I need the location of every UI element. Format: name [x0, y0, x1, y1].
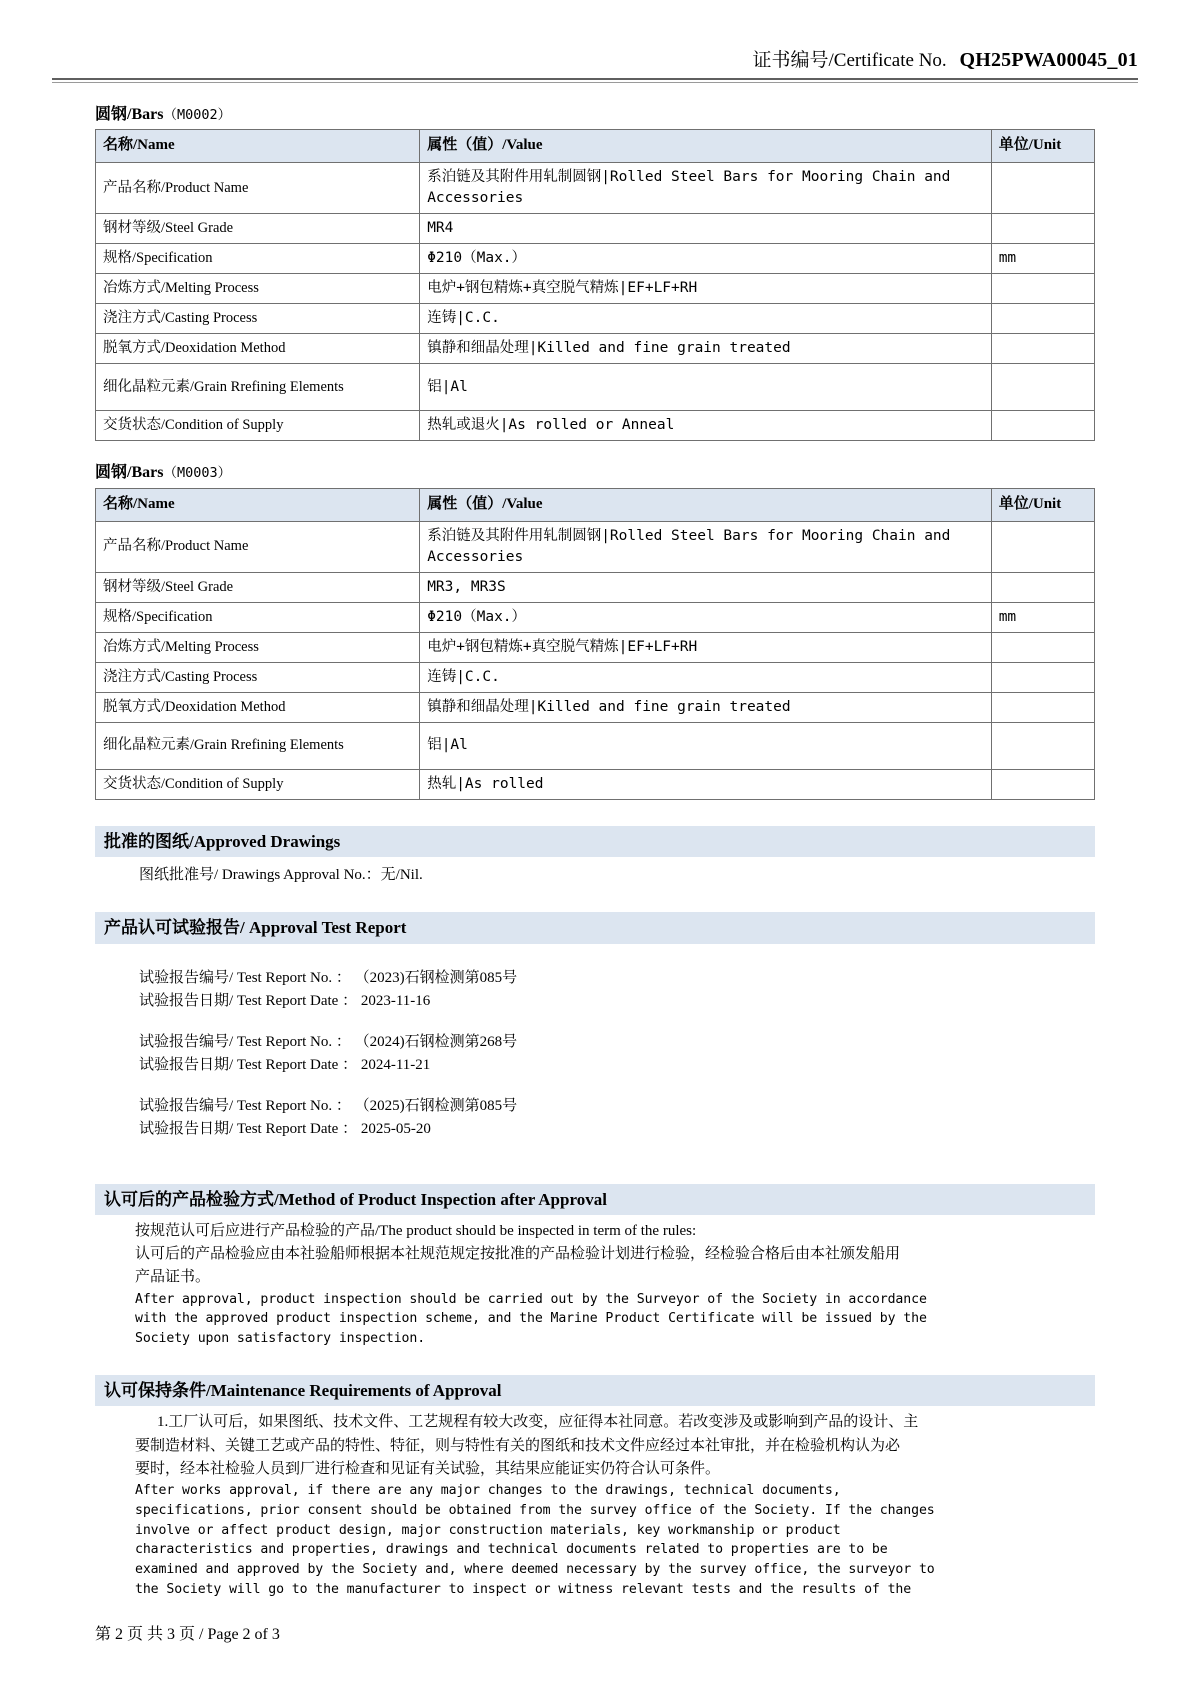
cell-name: 钢材等级/Steel Grade [96, 214, 420, 244]
cell-value: Φ210（Max.） [420, 602, 991, 632]
table-row [96, 411, 1095, 441]
cell-value: 电炉+钢包精炼+真空脱气精炼|EF+LF+RH [420, 274, 991, 304]
cell-name: 产品名称/Product Name [96, 521, 420, 572]
table-caption-title: 圆钢/Bars [95, 464, 164, 482]
table-row [96, 274, 1095, 304]
certificate-number-value: QH25PWA00045_01 [959, 49, 1138, 71]
cell-unit [991, 163, 1094, 214]
maintenance-en-line: After works approval, if there are any major changes to the drawings, technical documents, [135, 1483, 841, 1499]
test-report-date-line [139, 990, 1095, 1013]
cell-value: MR4 [420, 214, 991, 244]
test-report-no-value: （2023)石钢检测第085号 [354, 969, 518, 986]
inspection-en-line: with the approved product inspection scheme, and the Marine Product Certificate will be issued by the [135, 1311, 927, 1327]
inspection-en-line: Society upon satisfactory inspection. [135, 1331, 426, 1347]
cell-value: 镇静和细晶处理|Killed and fine grain treated [420, 334, 991, 364]
cell-name: 产品名称/Product Name [96, 163, 420, 214]
cell-unit [991, 214, 1094, 244]
column-header-value: 属性（值）/Value [420, 488, 991, 521]
cell-unit [991, 304, 1094, 334]
cell-value: 连铸|C.C. [420, 662, 991, 692]
cell-name: 细化晶粒元素/Grain Rrefining Elements [96, 364, 420, 411]
page-header [0, 0, 1190, 73]
table-caption-code: （M0003） [163, 465, 232, 482]
test-report-date-label: 试验报告日期/ Test Report Date ： [139, 1057, 358, 1074]
table-row [96, 364, 1095, 411]
page-content [0, 105, 1190, 1600]
table-row [96, 304, 1095, 334]
test-report-no-label: 试验报告编号/ Test Report No. ： [139, 969, 351, 986]
spacer [139, 1014, 1095, 1030]
inspection-en-line: After approval, product inspection should be carried out by the Surveyor of the Society in accordance [135, 1291, 927, 1307]
test-report-date-value: 2025-05-20 [360, 1121, 431, 1138]
test-report-date-value: 2024-11-21 [360, 1057, 431, 1074]
test-report-no-line [139, 1031, 1095, 1054]
inspection-cn-line: 产品证书。 [135, 1269, 211, 1286]
cell-name: 交货状态/Condition of Supply [96, 769, 420, 799]
cell-name: 冶炼方式/Melting Process [96, 632, 420, 662]
cell-name: 脱氧方式/Deoxidation Method [96, 692, 420, 722]
cell-name: 脱氧方式/Deoxidation Method [96, 334, 420, 364]
section-title-approved-drawings: 批准的图纸/Approved Drawings [95, 826, 1095, 857]
test-report-no-value: （2025)石钢检测第085号 [354, 1097, 518, 1114]
table-caption-code: （M0002） [163, 107, 232, 123]
spec-table-m0003 [95, 488, 1095, 800]
table-row [96, 602, 1095, 632]
cell-name: 交货状态/Condition of Supply [96, 411, 420, 441]
drawings-approval-no: 图纸批准号/ Drawings Approval No.：无/Nil. [139, 866, 423, 883]
spacer [139, 950, 1095, 966]
column-header-name: 名称/Name [96, 488, 420, 521]
certificate-label: 证书编号/Certificate No. [752, 50, 947, 71]
cell-value: 铝|Al [420, 364, 991, 411]
cell-value: 镇静和细晶处理|Killed and fine grain treated [420, 692, 991, 722]
cell-unit [991, 411, 1094, 441]
cell-unit [991, 364, 1094, 411]
maintenance-en-line: involve or affect product design, major construction materials, key workmanship or product [135, 1522, 841, 1538]
cell-name: 规格/Specification [96, 602, 420, 632]
cell-name: 钢材等级/Steel Grade [96, 572, 420, 602]
table-header-row [96, 130, 1095, 163]
table-row [96, 662, 1095, 692]
cell-value: 电炉+钢包精炼+真空脱气精炼|EF+LF+RH [420, 632, 991, 662]
cell-value: MR3, MR3S [420, 572, 991, 602]
table-row [96, 769, 1095, 799]
cell-unit: mm [991, 244, 1094, 274]
table-row [96, 692, 1095, 722]
test-report-no-label: 试验报告编号/ Test Report No. ： [139, 1097, 351, 1114]
maintenance-cn-line: 要制造材料、关键工艺或产品的特性、特征，则与特性有关的图纸和技术文件应经过本社审批，并在检验机构认为必 [135, 1437, 901, 1454]
cell-name: 细化晶粒元素/Grain Rrefining Elements [96, 722, 420, 769]
table-row [96, 244, 1095, 274]
test-report-entry [139, 1095, 1095, 1141]
column-header-unit: 单位/Unit [991, 488, 1094, 521]
cell-unit [991, 722, 1094, 769]
section-title-maintenance: 认可保持条件/Maintenance Requirements of Approval [95, 1375, 1095, 1406]
table-row [96, 632, 1095, 662]
maintenance-body [95, 1406, 1095, 1600]
spacer [139, 1078, 1095, 1094]
test-report-date-label: 试验报告日期/ Test Report Date ： [139, 1121, 358, 1138]
cell-unit [991, 334, 1094, 364]
cell-name: 冶炼方式/Melting Process [96, 274, 420, 304]
table-caption-m0003 [95, 463, 1095, 482]
cell-name: 浇注方式/Casting Process [96, 662, 420, 692]
cell-unit [991, 274, 1094, 304]
test-report-no-value: （2024)石钢检测第268号 [354, 1033, 518, 1050]
maintenance-cn-line: 要时，经本社检验人员到厂进行检查和见证有关试验，其结果应能证实仍符合认可条件。 [135, 1460, 721, 1477]
cell-value: 连铸|C.C. [420, 304, 991, 334]
column-header-unit: 单位/Unit [991, 130, 1094, 163]
cell-unit [991, 692, 1094, 722]
table-row [96, 722, 1095, 769]
maintenance-en-line: specifications, prior consent should be obtained from the survey office of the Society. If the changes [135, 1502, 935, 1518]
cell-value: Φ210（Max.） [420, 244, 991, 274]
test-report-no-line [139, 967, 1095, 990]
test-report-date-line [139, 1054, 1095, 1077]
spec-table-m0002 [95, 129, 1095, 441]
table-row [96, 163, 1095, 214]
cell-unit [991, 662, 1094, 692]
section-title-inspection-method: 认可后的产品检验方式/Method of Product Inspection after Approval [95, 1184, 1095, 1215]
column-header-value: 属性（值）/Value [420, 130, 991, 163]
cell-unit: mm [991, 602, 1094, 632]
cell-unit [991, 521, 1094, 572]
header-divider [52, 78, 1138, 83]
test-report-no-line [139, 1095, 1095, 1118]
maintenance-en-line: examined and approved by the Society and, where deemed necessary by the survey office, the surveyor to [135, 1562, 935, 1578]
table-caption-m0002 [95, 105, 1095, 124]
cell-value: 系泊链及其附件用轧制圆钢|Rolled Steel Bars for Mooring Chain and Accessories [420, 521, 991, 572]
cell-name: 浇注方式/Casting Process [96, 304, 420, 334]
cell-value: 铝|Al [420, 722, 991, 769]
page-footer [95, 1621, 1095, 1644]
approved-drawings-body [95, 857, 1095, 887]
maintenance-en-line: the Society will go to the manufacturer to inspect or witness relevant tests and the results of the [135, 1582, 912, 1597]
table-row [96, 521, 1095, 572]
table-header-row [96, 488, 1095, 521]
page-number: 第 2 页 共 3 页 / Page 2 of 3 [95, 1626, 280, 1643]
table-row [96, 572, 1095, 602]
column-header-name: 名称/Name [96, 130, 420, 163]
test-report-date-line [139, 1118, 1095, 1141]
cell-name: 规格/Specification [96, 244, 420, 274]
inspection-method-body [95, 1215, 1095, 1349]
test-report-date-value: 2023-11-16 [360, 993, 431, 1010]
test-report-date-label: 试验报告日期/ Test Report Date ： [139, 993, 358, 1010]
test-report-entry [139, 1031, 1095, 1077]
cell-value: 热轧或退火|As rolled or Anneal [420, 411, 991, 441]
cell-value: 系泊链及其附件用轧制圆钢|Rolled Steel Bars for Mooring Chain and Accessories [420, 163, 991, 214]
test-report-no-label: 试验报告编号/ Test Report No. ： [139, 1033, 351, 1050]
cell-unit [991, 769, 1094, 799]
cell-unit [991, 572, 1094, 602]
section-title-approval-test-report: 产品认可试验报告/ Approval Test Report [95, 912, 1095, 943]
test-report-entry [139, 967, 1095, 1013]
inspection-cn-line: 按规范认可后应进行产品检验的产品/The product should be inspected in term of the rules: [135, 1222, 697, 1239]
table-row [96, 334, 1095, 364]
maintenance-cn-line: 1.工厂认可后，如果图纸、技术文件、工艺规程有较大改变，应征得本社同意。若改变涉及或影响到产品的设计、主 [157, 1414, 919, 1431]
inspection-cn-line: 认可后的产品检验应由本社验船师根据本社规范规定按批准的产品检验计划进行检验，经检验合格后由本社颁发船用 [135, 1246, 901, 1263]
table-caption-title: 圆钢/Bars [95, 106, 164, 123]
cell-unit [991, 632, 1094, 662]
cell-value: 热轧|As rolled [420, 769, 991, 799]
approval-test-report-body [95, 944, 1095, 1158]
maintenance-en-line: characteristics and properties, drawings and technical documents related to properties are to be [135, 1542, 888, 1558]
certificate-number-line [52, 48, 1138, 73]
table-row [96, 214, 1095, 244]
spacer [139, 1142, 1095, 1158]
